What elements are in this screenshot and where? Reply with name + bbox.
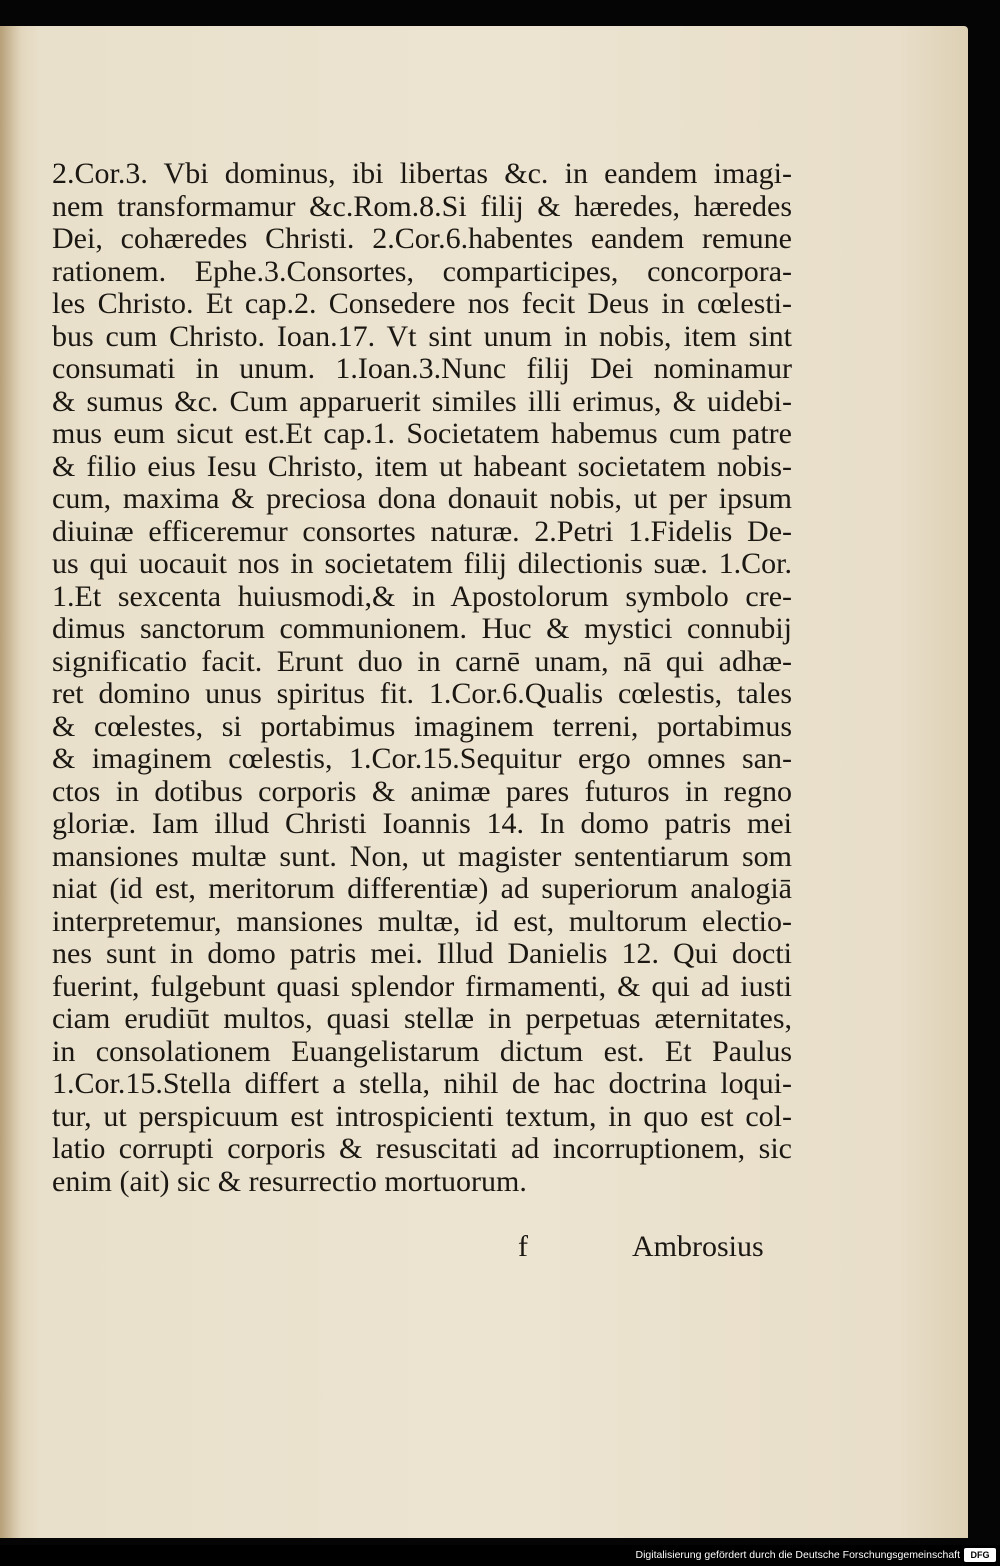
text-line: mansiones multæ sunt. Non, ut magister sententiarum som	[52, 839, 792, 873]
text-line: dimus sanctorum communionem. Huc & mystici connubij	[52, 612, 792, 645]
text-line: interpretemur, mansiones multæ, id est, multorum electio-	[52, 904, 792, 938]
text-line: ret domino unus spiritus fit. 1.Cor.6.Qualis cœlestis, tales	[52, 677, 792, 710]
funding-credit: Digitalisierung gefördert durch die Deutsche Forschungsgemeinschaft	[635, 1549, 960, 1561]
dfg-logo-icon: DFG	[964, 1548, 996, 1562]
text-line: cum, maxima & preciosa dona donauit nobis, ut per ipsum	[52, 482, 792, 515]
text-line: enim (ait) sic & resurrectio mortuorum.	[52, 1164, 527, 1198]
text-line: 1.Et sexcenta huiusmodi,& in Apostolorum symbolo cre-	[52, 579, 792, 613]
text-line: & filio eius Iesu Christo, item ut habeant societatem nobis-	[52, 449, 792, 483]
text-line: latio corrupti corporis & resuscitati ad incorruptionem, sic	[52, 1132, 792, 1165]
text-line: in consolationem Euangelistarum dictum est. Et Paulus	[52, 1034, 792, 1068]
text-line: & sumus &c. Cum apparuerit similes illi erimus, & uidebi-	[52, 384, 792, 418]
text-line: fuerint, fulgebunt quasi splendor firmamenti, & qui ad iusti	[52, 969, 792, 1003]
page-text	[52, 158, 792, 1198]
text-line: nem transformamur &c.Rom.8.Si filij & hæredes, hæredes	[52, 189, 792, 223]
text-line: & imaginem cœlestis, 1.Cor.15.Sequitur ergo omnes san-	[52, 742, 792, 775]
book-page	[0, 26, 968, 1538]
text-line: tur, ut perspicuum est introspicienti textum, in quo est col-	[52, 1099, 792, 1133]
text-line: 1.Cor.15.Stella differt a stella, nihil de hac doctrina loqui-	[52, 1067, 792, 1100]
text-line: consumati in unum. 1.Ioan.3.Nunc filij Dei nominamur	[52, 352, 792, 385]
text-line: 2.Cor.3. Vbi dominus, ibi libertas &c. in eandem imagi-	[52, 157, 792, 190]
text-line: niat (id est, meritorum differentiæ) ad superiorum analogiā	[52, 872, 792, 905]
text-line: ciam erudiūt multos, quasi stellæ in perpetuas æternitates,	[52, 1002, 792, 1035]
signature-mark: f	[518, 1230, 528, 1263]
text-line: gloriæ. Iam illud Christi Ioannis 14. In domo patris mei	[52, 807, 792, 840]
text-line: & cœlestes, si portabimus imaginem terreni, portabimus	[52, 709, 792, 743]
page-footer	[52, 1230, 792, 1264]
text-line: diuinæ efficeremur consortes naturæ. 2.Petri 1.Fidelis De-	[52, 514, 792, 548]
text-line: rationem. Ephe.3.Consortes, comparticipes, concorpora-	[52, 254, 792, 288]
text-line: les Christo. Et cap.2. Consedere nos fecit Deus in cœlesti-	[52, 287, 792, 320]
text-line: us qui uocauit nos in societatem filij dilectionis suæ. 1.Cor.	[52, 547, 792, 580]
text-line: mus eum sicut est.Et cap.1. Societatem habemus cum patre	[52, 417, 792, 450]
text-line: ctos in dotibus corporis & animæ pares futuros in regno	[52, 774, 792, 808]
footer-bar	[0, 1545, 1000, 1566]
text-line: nes sunt in domo patris mei. Illud Danielis 12. Qui docti	[52, 937, 792, 970]
text-line: significatio facit. Erunt duo in carnē unam, nā qui adhæ-	[52, 644, 792, 678]
catchword: Ambrosius	[632, 1230, 764, 1263]
text-line: Dei, cohæredes Christi. 2.Cor.6.habentes eandem remune	[52, 222, 792, 255]
text-line: bus cum Christo. Ioan.17. Vt sint unum in nobis, item sint	[52, 319, 792, 353]
